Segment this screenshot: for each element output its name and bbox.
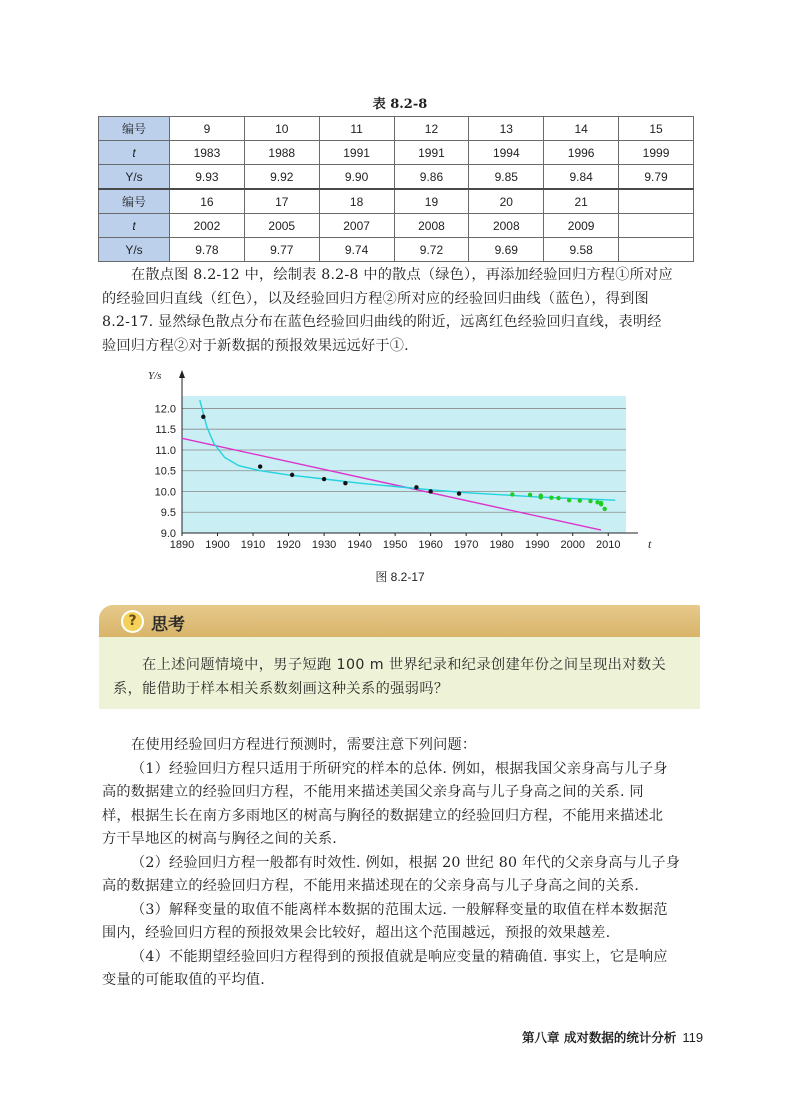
data-point	[428, 489, 432, 493]
table-cell: 9.78	[170, 238, 245, 262]
table-cell: 2009	[544, 214, 619, 238]
paragraph-line: 变量的可能取值的平均值.	[102, 972, 265, 988]
regression-chart	[130, 366, 650, 561]
table-cell: 13	[469, 117, 544, 141]
x-tick-label: 1980	[489, 539, 514, 551]
table-cell: 9.85	[469, 165, 544, 190]
x-tick-label: 1910	[240, 539, 266, 551]
table-cell: 1988	[244, 141, 319, 165]
table-cell: 9.72	[394, 238, 469, 262]
paragraph-cautions	[102, 734, 700, 993]
y-axis-label: Y/s	[148, 370, 162, 382]
table-cell: 1999	[619, 141, 694, 165]
table-cell: 9.79	[619, 165, 694, 190]
x-tick-label: 1900	[205, 539, 230, 551]
think-box	[99, 605, 700, 709]
x-axis-label: t	[648, 537, 652, 551]
table-row	[99, 141, 694, 165]
data-point	[322, 477, 326, 481]
table-cell: 2007	[319, 214, 394, 238]
y-tick-label: 9.5	[160, 507, 176, 520]
paragraph-scatter-description	[102, 264, 700, 358]
table-cell: 11	[319, 117, 394, 141]
data-point	[528, 493, 532, 497]
table-cell: 9.77	[244, 238, 319, 262]
table-cell: 1983	[170, 141, 245, 165]
table-cell: 9.93	[170, 165, 245, 190]
data-point	[201, 415, 205, 419]
table-cell: 9.74	[319, 238, 394, 262]
table-cell	[619, 189, 694, 214]
y-tick-label: 11.0	[155, 444, 176, 457]
x-tick-label: 1960	[418, 539, 443, 551]
table-cell: 19	[394, 189, 469, 214]
y-tick-label: 9.0	[160, 528, 176, 540]
x-tick-label: 1990	[524, 539, 550, 551]
paragraph-line: 围内，经验回归方程的预报效果会比较好，超出这个范围越远，预报的效果越差.	[102, 925, 611, 941]
x-tick-label: 1920	[276, 539, 301, 551]
table-cell: 10	[244, 117, 319, 141]
think-title: 思考	[151, 615, 185, 635]
data-point	[549, 496, 553, 500]
paragraph-line: （4）不能期望经验回归方程得到的预报值就是响应变量的精确值. 事实上，它是响应	[131, 948, 668, 965]
y-tick-label: 10.5	[154, 465, 176, 478]
paragraph-line: 样，根据生长在南方多雨地区的树高与胸径的数据建立的经验回归方程，不能用来描述北	[102, 807, 664, 824]
table-cell: 16	[170, 189, 245, 214]
data-point	[290, 473, 294, 477]
table-cell: Y/s	[99, 165, 170, 190]
table-cell: 1996	[544, 141, 619, 165]
x-tick-label: 2000	[560, 539, 585, 551]
x-tick-label: 1940	[347, 539, 372, 551]
table-cell: 9.90	[319, 165, 394, 190]
table-cell: 9.86	[394, 165, 469, 190]
data-point	[599, 502, 603, 506]
paragraph-line: 在使用经验回归方程进行预测时，需要注意下列问题：	[131, 737, 477, 753]
think-body	[99, 637, 700, 709]
paragraph-line: （2）经验回归方程一般都有时效性. 例如，根据 20 世纪 80 年代的父亲身高与儿子身	[131, 854, 681, 871]
data-point	[343, 481, 347, 485]
paragraph-line: 高的数据建立的经验回归方程，不能用来描述现在的父亲身高与儿子身高之间的关系.	[102, 878, 640, 894]
paragraph-line: （3）解释变量的取值不能离样本数据的范围太远. 一般解释变量的取值在样本数据范	[131, 901, 668, 918]
y-tick-label: 12.0	[154, 403, 176, 416]
page-footer	[522, 1028, 703, 1046]
table-cell: 1991	[319, 141, 394, 165]
table-cell: 2008	[394, 214, 469, 238]
table-cell: 编号	[99, 189, 170, 214]
table-cell: 20	[469, 189, 544, 214]
table-cell: 17	[244, 189, 319, 214]
data-point	[556, 496, 560, 500]
table-title: 表 8.2-8	[372, 97, 428, 112]
table-row	[99, 189, 694, 214]
table-cell: 21	[544, 189, 619, 214]
table-cell: 14	[544, 117, 619, 141]
x-tick-label: 2010	[595, 539, 621, 551]
y-tick-label: 10.0	[154, 486, 176, 499]
table-cell: 1994	[469, 141, 544, 165]
think-header	[99, 605, 700, 637]
data-point	[510, 492, 514, 496]
paragraph-line: 8.2-17. 显然绿色散点分布在蓝色经验回归曲线的附近，远离红色经验回归直线，表明经	[102, 314, 662, 330]
data-point	[588, 499, 592, 503]
table-cell: t	[99, 214, 170, 238]
paragraph-line: 高的数据建立的经验回归方程，不能用来描述美国父亲身高与儿子身高之间的关系. 同	[102, 784, 644, 800]
data-table	[98, 116, 694, 262]
table-cell: 9.84	[544, 165, 619, 190]
table-cell: 9.69	[469, 238, 544, 262]
data-point	[567, 498, 571, 502]
paragraph-line: 方干旱地区的树高与胸径之间的关系.	[102, 831, 337, 847]
table-cell: 2005	[244, 214, 319, 238]
paragraph-line: 验回归方程②对于新数据的预报效果远远好于①.	[102, 337, 409, 354]
data-point	[457, 491, 461, 495]
paragraph-line: （1）经验回归方程只适用于所研究的样本的总体. 例如，根据我国父亲身高与儿子身	[131, 760, 668, 777]
figure-caption: 图 8.2-17	[375, 570, 425, 584]
table-cell: 12	[394, 117, 469, 141]
data-point	[602, 507, 606, 511]
data-point	[414, 485, 418, 489]
y-axis-arrow	[179, 370, 185, 378]
x-tick-label: 1890	[169, 539, 195, 551]
table-cell: 2008	[469, 214, 544, 238]
table-cell: 编号	[99, 117, 170, 141]
table-cell	[619, 214, 694, 238]
table-row	[99, 214, 694, 238]
table-row	[99, 165, 694, 190]
page-number: 119	[682, 1030, 704, 1045]
table-row	[99, 117, 694, 141]
table-cell: 2002	[170, 214, 245, 238]
x-tick-label: 1970	[453, 539, 479, 551]
table-cell: 9	[170, 117, 245, 141]
data-point	[539, 495, 543, 499]
data-point	[258, 464, 262, 468]
table-cell: 9.92	[244, 165, 319, 190]
chapter-title: 第八章 成对数据的统计分析	[522, 1030, 677, 1045]
table-cell: 1991	[394, 141, 469, 165]
table-cell	[619, 238, 694, 262]
x-tick-label: 1950	[382, 539, 408, 551]
paragraph-line: 的经验回归直线（红色），以及经验回归方程②所对应的经验回归曲线（蓝色），得到图	[102, 290, 649, 307]
y-tick-label: 11.5	[155, 424, 176, 437]
x-tick-label: 1930	[311, 539, 337, 551]
paragraph-line: 在散点图 8.2-12 中，绘制表 8.2-8 中的散点（绿色），再添加经验回归方程①所对应	[131, 267, 673, 283]
table-cell: 18	[319, 189, 394, 214]
data-point	[578, 498, 582, 502]
table-cell: 9.58	[544, 238, 619, 262]
table-cell: t	[99, 141, 170, 165]
table-cell: 15	[619, 117, 694, 141]
table-row	[99, 238, 694, 262]
think-question: 在上述问题情境中，男子短跑 100 m 世界纪录和纪录创建年份之间呈现出对数关系，能借助于样本相关系数刻画这种关系的强弱吗？	[113, 657, 667, 697]
table-cell: Y/s	[99, 238, 170, 262]
question-icon: ?	[121, 610, 144, 633]
